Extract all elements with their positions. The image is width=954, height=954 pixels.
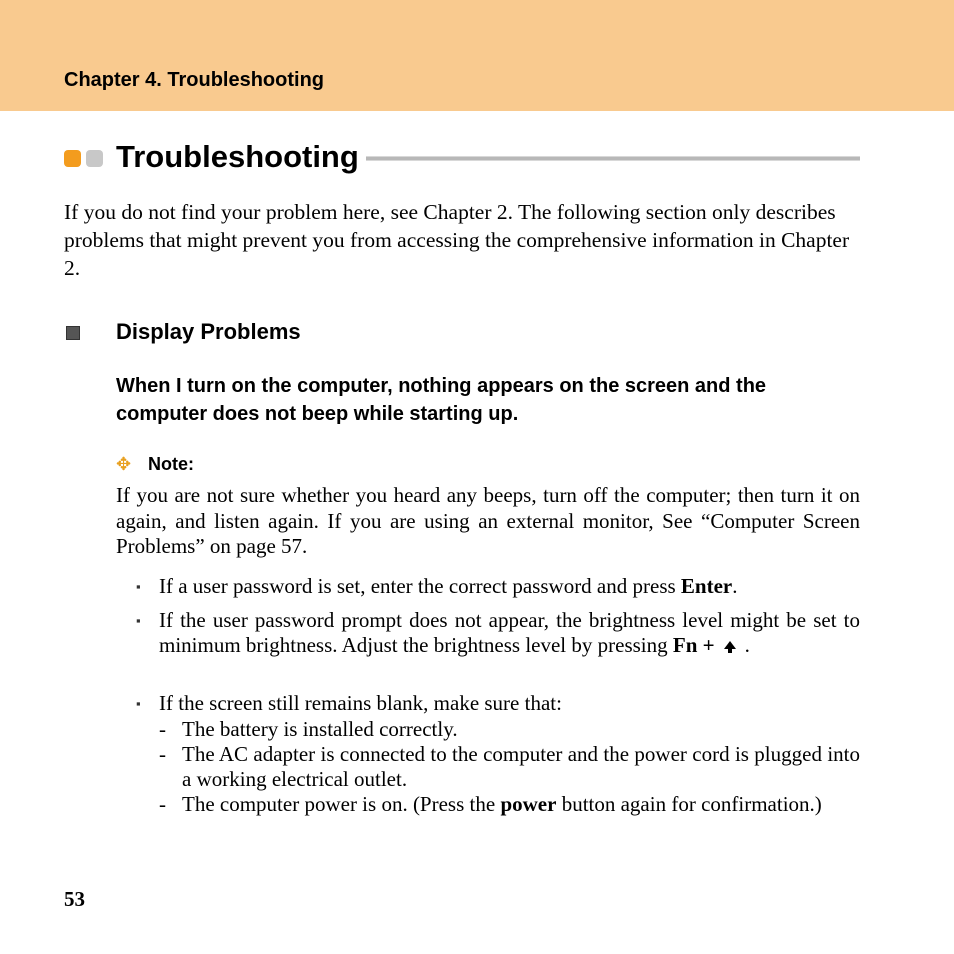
note-heading: [116, 451, 416, 477]
square-bullet-icon: [66, 326, 80, 340]
list-item-text: If a user password is set, enter the correct password and press Enter.: [159, 574, 738, 598]
list-item-text: If the user password prompt does not appear, the brightness level might be set to minimum brightness. Adjust the brightness level by pressing Fn + .: [159, 608, 860, 660]
bullet-icon: ▪: [136, 613, 141, 628]
chapter-title: Chapter 4. Troubleshooting: [64, 69, 325, 91]
note-diamond-icon: ✥: [116, 454, 132, 474]
gray-square-icon: [86, 150, 103, 167]
bullet-icon: ▪: [136, 696, 141, 711]
dash-marker: -: [159, 792, 166, 816]
note-text: If you are not sure whether you heard any beeps, turn off the computer; then turn it on again, and listen again. If you are using an external monitor, See “Computer Screen Problems” on page 57.: [116, 483, 860, 558]
sub-list-item-text: The computer power is on. (Press the power button again for confirmation.): [182, 792, 822, 816]
header-band: [0, 0, 954, 111]
dash-marker: -: [159, 742, 166, 766]
sub-list-item-text: The AC adapter is connected to the computer and the power cord is plugged into a working electrical outlet.: [182, 742, 860, 791]
list-item-text: If the screen still remains blank, make sure that:: [159, 691, 562, 715]
sub-list-item: [159, 792, 860, 817]
sub-list-item: [159, 742, 860, 792]
dash-marker: -: [159, 717, 166, 741]
bullet-icon: ▪: [136, 579, 141, 594]
subsection-title: Display Problems: [116, 319, 301, 344]
note-label: Note:: [148, 454, 194, 474]
up-arrow-key-icon: [723, 635, 737, 660]
intro-paragraph: If you do not find your problem here, see Chapter 2. The following section only describes problems that might prevent you from accessing the comprehensive information in Chapter 2.: [64, 200, 850, 280]
orange-square-icon: [64, 150, 81, 167]
sub-list-item: [159, 717, 860, 742]
section-title: Troubleshooting: [116, 139, 359, 174]
section-heading: [64, 138, 860, 178]
page-number: 53: [64, 887, 85, 911]
question-heading: When I turn on the computer, nothing appears on the screen and the computer does not beep while starting up.: [116, 375, 767, 425]
subsection-heading: [64, 318, 860, 348]
sub-list-item-text: The battery is installed correctly.: [182, 717, 458, 741]
sub-list: [159, 717, 860, 817]
section-divider: [366, 156, 860, 161]
